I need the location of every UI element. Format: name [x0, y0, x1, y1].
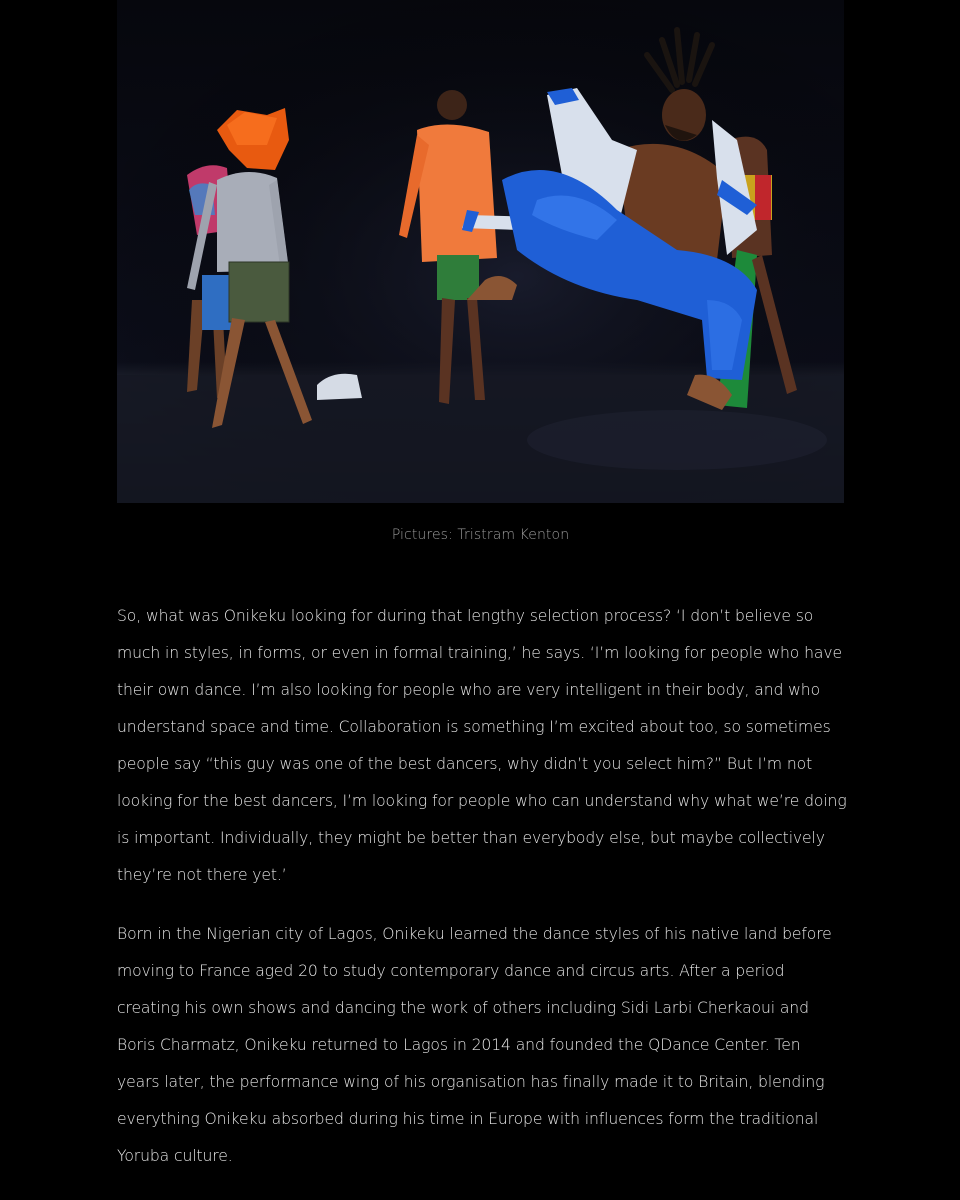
article-paragraph: So, what was Onikeku looking for during that lengthy selection process? ‘I don’t believe so much in styles, in forms, or even in formal training,’ he says. ‘I’m looking for people who have their own dance. I’m also looking for people who are very intelligent in their body, and who understand space and time. Collaboration is something I’m excited about too, so sometimes people say “this guy was one of the best dancers, why didn’t you select him?” But I’m not looking for the best dancers, I’m looking for people who can understand why what we’re doing is important. Individually, they might be better than everybody else, but maybe collectively they’re not there yet.’ — [117, 607, 847, 884]
article-body — [117, 598, 847, 1197]
article-paragraph: Born in the Nigerian city of Lagos, Onikeku learned the dance styles of his native land before moving to France aged 20 to study contemporary dance and circus arts. After a period creating his own shows and dancing the work of others including Sidi Larbi Cherkaoui and Boris Charmatz, Onikeku returned to Lagos in 2014 and founded the QDance Center. Ten years later, the performance wing of his organisation has finally made it to Britain, blending everything Onikeku absorbed during his time in Europe with influences form the traditional Yoruba culture. — [117, 925, 832, 1165]
dance-photo — [117, 0, 844, 503]
photo-caption: Pictures: Tristram Kenton — [391, 527, 570, 543]
